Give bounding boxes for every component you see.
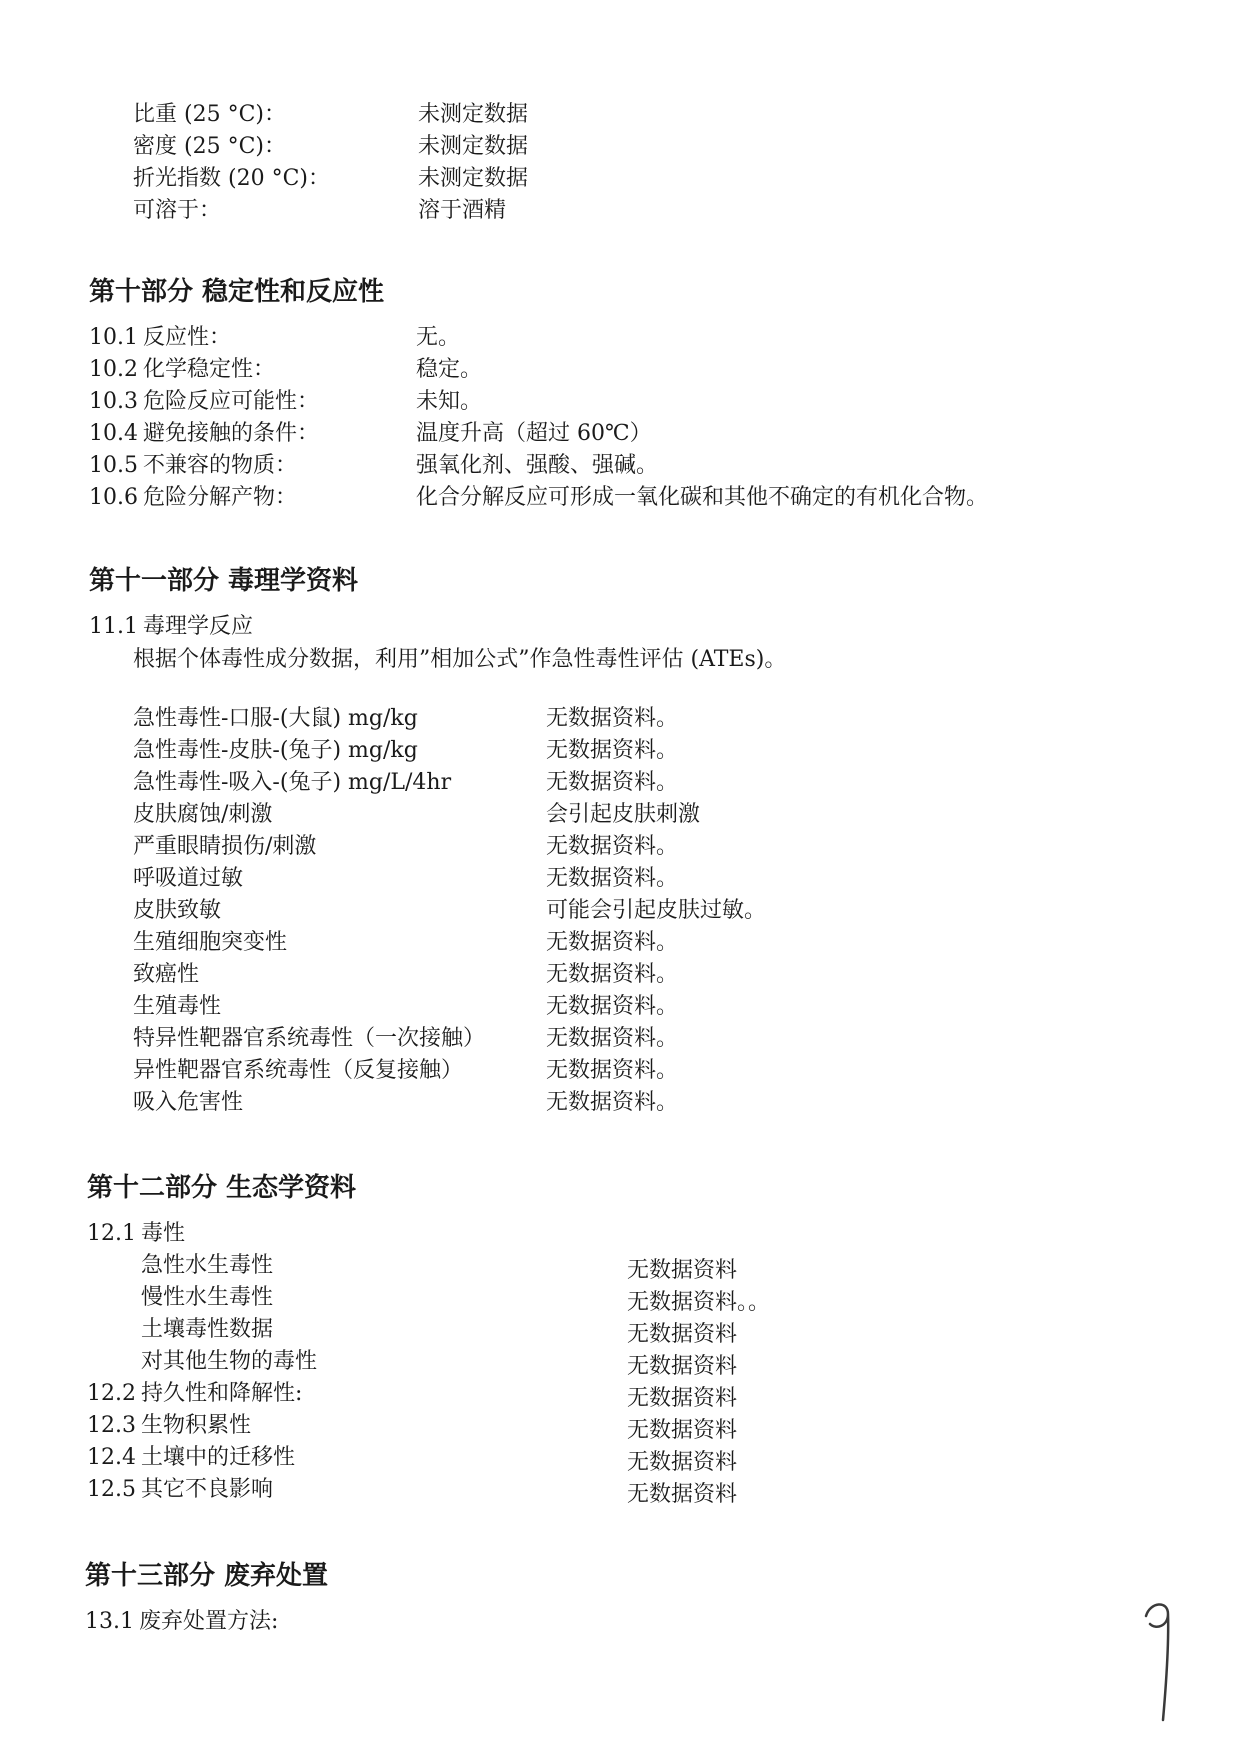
list-item-label: 对其他生物的毒性: [141, 1349, 318, 1374]
item-label: 废弃处置方法:: [139, 1609, 279, 1634]
item-number: 11.1: [89, 614, 138, 639]
item-number: 12.1: [87, 1221, 136, 1246]
list-item-value: 无数据资料。。: [627, 1290, 771, 1315]
item-value: 无。: [416, 325, 461, 350]
item-value: 稳定。: [416, 357, 483, 382]
list-item-label: 土壤毒性数据: [141, 1317, 274, 1342]
list-item-value: 无数据资料。: [546, 1090, 679, 1115]
list-item-label: 皮肤致敏: [133, 898, 222, 923]
list-item-value: 无数据资料: [627, 1354, 738, 1379]
list-item: [89, 419, 319, 449]
property-value: 未测定数据: [418, 134, 529, 159]
list-item: [89, 387, 319, 417]
item-number: 10.4: [89, 421, 138, 446]
item-number: 10.2: [89, 357, 138, 382]
list-item-value: 无数据资料。: [546, 1058, 679, 1083]
item-value: 未知。: [416, 389, 483, 414]
section-11-description: 根据个体毒性成分数据，利用”相加公式”作急性毒性评估 (ATEs)。: [133, 647, 787, 672]
item-label: 危险分解产物：: [143, 485, 298, 510]
list-item-label: 致癌性: [133, 962, 200, 987]
item-label: 不兼容的物质：: [143, 453, 298, 478]
item-label: 危险反应可能性：: [143, 389, 320, 414]
item-label: 其它不良影响: [141, 1477, 274, 1502]
item-value: 无数据资料: [627, 1418, 738, 1443]
list-item: [85, 1607, 278, 1637]
item-label: 反应性：: [143, 325, 232, 350]
list-item-label: 吸入危害性: [133, 1090, 244, 1115]
item-number: 10.3: [89, 389, 138, 414]
list-item-label: 急性毒性-口服-(大鼠) mg/kg: [133, 706, 418, 731]
list-item-label: 急性水生毒性: [141, 1253, 274, 1278]
item-value: 强氧化剂、强酸、强碱。: [416, 453, 659, 478]
list-item-value: 可能会引起皮肤过敏。: [546, 898, 767, 923]
list-item-value: 无数据资料。: [546, 706, 679, 731]
item-number: 10.1: [89, 325, 138, 350]
handwritten-page-mark: [1138, 1596, 1178, 1726]
list-item-label: 异性靶器官系统毒性（反复接触）: [133, 1058, 464, 1083]
item-value: 化合分解反应可形成一氧化碳和其他不确定的有机化合物。: [416, 485, 989, 510]
list-item-label: 急性毒性-吸入-(兔子) mg/L/4hr: [133, 770, 452, 795]
list-item-label: 呼吸道过敏: [133, 866, 244, 891]
item-label: 持久性和降解性:: [141, 1381, 303, 1406]
list-item: [87, 1475, 273, 1505]
item-number: 12.5: [87, 1477, 136, 1502]
list-item-label: 慢性水生毒性: [141, 1285, 274, 1310]
item-label: 土壤中的迁移性: [141, 1445, 296, 1470]
item-number: 12.4: [87, 1445, 136, 1470]
property-label: 折光指数 (20 °C)：: [133, 166, 330, 191]
list-item-label: 特异性靶器官系统毒性（一次接触）: [133, 1026, 486, 1051]
item-number: 12.2: [87, 1381, 136, 1406]
property-value: 未测定数据: [418, 166, 529, 191]
section-12-title: 第十二部分 生态学资料: [87, 1173, 357, 1203]
list-item-label: 生殖毒性: [133, 994, 222, 1019]
list-item-value: 会引起皮肤刺激: [546, 802, 701, 827]
item-value: 无数据资料: [627, 1450, 738, 1475]
section-10-title: 第十部分 稳定性和反应性: [89, 277, 385, 307]
list-item-value: 无数据资料。: [546, 738, 679, 763]
list-item-value: 无数据资料。: [546, 930, 679, 955]
item-label: 化学稳定性：: [143, 357, 276, 382]
property-value: 溶于酒精: [418, 198, 507, 223]
item-label: 生物积累性: [141, 1413, 252, 1438]
list-item-label: 急性毒性-皮肤-(兔子) mg/kg: [133, 738, 418, 763]
list-item-value: 无数据资料。: [546, 1026, 679, 1051]
property-label: 比重 (25 °C)：: [133, 102, 286, 127]
list-item: [87, 1411, 251, 1441]
list-item-label: 皮肤腐蚀/刺激: [133, 802, 273, 827]
list-item: [87, 1443, 295, 1473]
list-item-value: 无数据资料: [627, 1258, 738, 1283]
list-item: [89, 451, 297, 481]
list-item: [89, 355, 275, 385]
list-item-value: 无数据资料。: [546, 770, 679, 795]
section-13-title: 第十三部分 废弃处置: [85, 1561, 329, 1591]
item-number: 13.1: [85, 1609, 134, 1634]
list-item-label: 严重眼睛损伤/刺激: [133, 834, 317, 859]
subsection-heading: [89, 612, 253, 642]
list-item-label: 生殖细胞突变性: [133, 930, 288, 955]
list-item-value: 无数据资料。: [546, 994, 679, 1019]
subsection-heading: [87, 1219, 185, 1249]
item-number: 10.6: [89, 485, 138, 510]
property-label: 密度 (25 °C)：: [133, 134, 286, 159]
property-label: 可溶于：: [133, 198, 222, 223]
list-item-value: 无数据资料。: [546, 834, 679, 859]
subsection-title: 毒性: [141, 1221, 186, 1246]
list-item-value: 无数据资料。: [546, 962, 679, 987]
list-item: [87, 1379, 302, 1409]
subsection-title: 毒理学反应: [143, 614, 254, 639]
item-value: 无数据资料: [627, 1482, 738, 1507]
item-number: 10.5: [89, 453, 138, 478]
item-label: 避免接触的条件：: [143, 421, 320, 446]
property-value: 未测定数据: [418, 102, 529, 127]
list-item-value: 无数据资料。: [546, 866, 679, 891]
list-item: [89, 323, 231, 353]
list-item: [89, 483, 297, 513]
item-value: 无数据资料: [627, 1386, 738, 1411]
list-item-value: 无数据资料: [627, 1322, 738, 1347]
item-value: 温度升高（超过 60℃）: [416, 421, 652, 446]
section-11-title: 第十一部分 毒理学资料: [89, 566, 359, 596]
item-number: 12.3: [87, 1413, 136, 1438]
